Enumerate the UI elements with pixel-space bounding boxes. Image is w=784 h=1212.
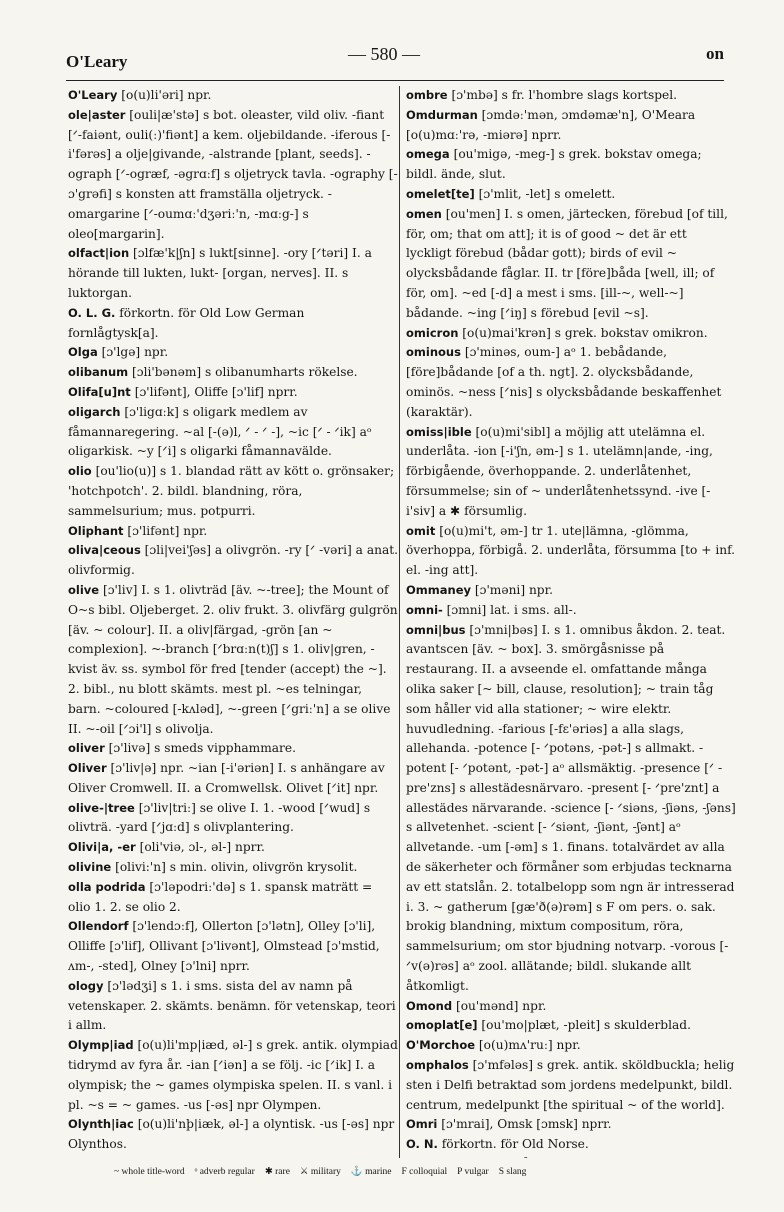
- entry-definition: [ɔli'bənəm] s olibanumharts rökelse.: [132, 365, 358, 380]
- dictionary-entry: [68, 304, 398, 344]
- headword: Olivi|a, -er: [68, 840, 136, 855]
- dictionary-entry: [406, 1056, 736, 1115]
- dictionary-entry: [406, 423, 736, 522]
- dictionary-entry: [406, 601, 736, 621]
- entry-definition: [ɔ'mrai], Omsk [ɔmsk] nprr.: [441, 1117, 612, 1132]
- dictionary-entry: [406, 324, 736, 344]
- headword: olive: [68, 582, 100, 597]
- legend-item: S slang: [498, 1167, 527, 1177]
- headword: olibanum: [68, 365, 129, 380]
- entry-definition: [ɔ'ligɑːk] s oligark medlem av fåmannaregering. ~al [-(ə)l, ᐟ - ᐟ -], ~ic [ᐟ - ᐟik] aᵒ oligarkisk. ~y [ᐟi] s oligarki fåmannavälde.: [68, 404, 372, 459]
- headword: Oliver: [68, 761, 107, 776]
- entry-definition: [ɔ'liv|ə] npr. ~ian [-i'əriən] I. s anhängare av Oliver Cromwell. II. a Cromwellsk. Olivet [ᐟit] npr.: [68, 761, 385, 795]
- entry-definition: [ɔ'liv|triː] se olive I. 1. -wood [ᐟwud] s olivträ. -yard [ᐟjɑːd] s olivplantering.: [68, 800, 371, 835]
- headword: O'Morchoe: [406, 1038, 476, 1053]
- headword: Ollendorf: [68, 919, 129, 934]
- entry-definition: [oli'viə, ɔl-, əl-] nprr.: [139, 840, 265, 855]
- dictionary-entry: [406, 86, 736, 106]
- headword: omni-: [406, 602, 443, 617]
- headword: Olga: [68, 345, 98, 360]
- entry-definition: [ɔ'minəs, oum-] aᵒ 1. bebådande, [före]bådande [of a th. ngt]. 2. olycksbådande, ominös. ~ness [ᐟnis] s olycksbådande beskaffenhet (karaktär).: [406, 345, 722, 419]
- headword: oliva|ceous: [68, 543, 141, 558]
- headword: Oliphant: [68, 523, 124, 538]
- headword: olfact|ion: [68, 246, 130, 261]
- entry-definition: [o(u)li'nþ|iæk, əl-] a olyntisk. -us [-əs] npr Olynthos.: [68, 1117, 395, 1152]
- entry-definition: [o(u)mʌ'ruː] npr.: [478, 1038, 581, 1053]
- dictionary-entry: [68, 403, 398, 462]
- right-column: [406, 86, 736, 1158]
- entry-definition: [106, 1157, 386, 1158]
- entry-definition: [ɔ'mlit, -let] s omelett.: [478, 186, 616, 201]
- dictionary-entry: [68, 1115, 398, 1155]
- dictionary-entry: [406, 185, 736, 205]
- headword: Olynth|iac: [68, 1117, 134, 1132]
- dictionary-entry: [406, 343, 736, 422]
- headword: olive-|tree: [68, 800, 135, 815]
- dictionary-entry: [68, 363, 398, 383]
- headword: omen: [406, 206, 442, 221]
- headword: oligarch: [68, 404, 121, 419]
- page-number: — 580 —: [348, 44, 420, 64]
- headword: [406, 1157, 422, 1158]
- entry-definition: [o(u)mai'krən] s grek. bokstav omikron.: [462, 325, 708, 340]
- dictionary-entry: [68, 462, 398, 521]
- entry-definition: [ouli|æ'stə] s bot. oleaster, vild oliv. -fiant [ᐟ-faiənt, ouli(ː)'fiənt] a kem. oljebildande. -iferous [-i'fərəs] a olje|givande, -alstrande [plant, seeds]. -ograph [ᐟ-ogræf, -əgrɑːf] s oljetryck tavla. -ography [-ɔ'grəfi] s konsten att framställa oljetryck. -omargarine [ᐟ-oumɑː'dʒəriː'n, -mɑːg-] s oleo[margarin].: [68, 107, 398, 241]
- entry-definition: [ɔmni] lat. i sms. all-.: [446, 602, 577, 617]
- dictionary-entry: [406, 581, 736, 601]
- dictionary-entry: [68, 838, 398, 858]
- dictionary-entry: [406, 621, 736, 997]
- headword: ole|aster: [68, 107, 126, 122]
- legend-item: ⚓ marine: [350, 1167, 392, 1177]
- dictionary-entry: [406, 1155, 736, 1158]
- headword: O'Leary: [68, 88, 118, 102]
- entry-definition: [o(u)mi'sibl] a möjlig att utelämna el. underlåta. -ion [-i'ʃn, əm-] s 1. utelämn|ande, -ing, förbigående, överhoppande. 2. underlåtenhet, försummelse; sin of ~ underlåtenhetssynd. -ive [-i'siv] a ✱ försumlig.: [406, 424, 713, 518]
- dictionary-entry: [68, 1036, 398, 1115]
- headword: ology: [68, 978, 104, 993]
- entry-definition: [o(u)li'əri] npr.: [121, 88, 212, 102]
- dictionary-entry: [68, 878, 398, 918]
- headword: omelet[te]: [406, 186, 475, 201]
- dictionary-entry: [68, 244, 398, 303]
- dictionary-entry: [406, 106, 736, 146]
- headword: omni|bus: [406, 622, 466, 637]
- entry-definition: [ɔ'lifənt], Oliffe [ɔ'lif] nprr.: [134, 384, 298, 399]
- entry-definition: [ɔ'lədʒi] s 1. i sms. sista del av namn på vetenskaper. 2. skämts. benämn. för vetenskap, teori i allm.: [68, 978, 396, 1033]
- headword: [68, 1157, 102, 1158]
- entry-definition: [ɔmdəː'mən, ɔmdəmæ'n], O'Meara [o(u)mɑː'rə, -miərə] nprr.: [406, 107, 696, 142]
- header-rule: [66, 80, 724, 81]
- dictionary-entry: [68, 383, 398, 403]
- entry-definition: [ɔ'mbə] s fr. l'hombre slags kortspel.: [451, 88, 678, 102]
- dictionary-entry: [68, 106, 398, 245]
- entry-definition: [ɔlfæ'k|ʃn] s lukt[sinne]. -ory [ᐟtəri] I. a hörande till lukten, lukt- [organ, nerves]. II. s luktorgan.: [68, 246, 372, 300]
- left-column: [68, 86, 398, 1158]
- dictionary-entry: [68, 581, 398, 739]
- dictionary-entry: [68, 977, 398, 1036]
- entry-definition: förkortn. för Old Norse.: [441, 1137, 589, 1152]
- headword: omega: [406, 147, 450, 162]
- entry-definition: [ɔ'lendɔːf], Ollerton [ɔ'lətn], Olley [ɔ'li], Olliffe [ɔ'lif], Ollivant [ɔ'livənt], Olmstead [ɔ'mstid, ʌm-, -sted], Olney [ɔ'lni] nprr.: [68, 919, 380, 974]
- column-divider: [399, 86, 400, 1158]
- headword: Omdurman: [406, 107, 478, 122]
- entry-definition: [406, 1157, 730, 1158]
- dictionary-entry: [406, 1016, 736, 1036]
- entry-definition: [ou'men] I. s omen, järtecken, förebud [of till, för, om; that om att]; it is of good ~ det är ett lyckligt förebud (bådar gott); birds of evil ~ olycksbådande fåglar. II. tr [före]båda [well, ill; of för, om]. ~ed [-d] a mest i sms. [ill-~, well-~] bådande. ~ing [ᐟiŋ] s förebud [evil ~s].: [406, 206, 728, 320]
- entry-definition: [ɔ'liv] I. s 1. olivträd [äv. ~-tree]; the Mount of O~s bibl. Oljeberget. 2. oliv frukt. 3. olivfärg gulgrön [äv. ~ colour]. II. a oliv|färgad, -grön [an ~ complexion]. ~-branch [ᐟbrɑːn(t)ʃ] s 1. oliv|gren, -kvist äv. ss. symbol för fred [tender (accept) the ~]. 2. bibl., nu blott skämts. mest pl. ~es telningar, barn. ~coloured [-kʌləd], ~-green [ᐟgriː'n] a se olive II. ~-oil [ᐟɔi'l] s olivolja.: [68, 582, 398, 736]
- dictionary-entry: [406, 205, 736, 324]
- dictionary-entry: [68, 541, 398, 581]
- legend-item: ~ whole title-word: [114, 1167, 185, 1177]
- legend-item: ᵒ adverb regular: [194, 1167, 255, 1177]
- headword: ominous: [406, 345, 461, 360]
- headword: O. N.: [406, 1137, 438, 1152]
- dictionary-entry: [406, 1135, 736, 1155]
- dictionary-entry: [68, 1155, 398, 1158]
- headword: Olymp|iad: [68, 1038, 134, 1053]
- legend-item: F colloquial: [401, 1167, 448, 1177]
- entry-definition: [ɔ'livə] s smeds vipphammare.: [108, 741, 296, 756]
- headword: omphalos: [406, 1058, 469, 1073]
- page-header: [66, 44, 724, 74]
- headword: omit: [406, 523, 436, 538]
- entry-definition: [ou'lio(u)] s 1. blandad rätt av kött o. grönsaker; 'hotchpotch'. 2. bildl. blandning, röra, sammelsurium; mus. potpurri.: [68, 464, 395, 518]
- dictionary-entry: [68, 343, 398, 363]
- headword: Omri: [406, 1117, 438, 1132]
- dictionary-entry: [68, 858, 398, 878]
- header-right-guideword: on: [706, 44, 724, 63]
- headword: Olifa[u]nt: [68, 384, 131, 399]
- dictionary-entry: [68, 917, 398, 976]
- abbreviation-legend: [114, 1166, 714, 1177]
- entry-definition: [ɔ'mfələs] s grek. antik. sköldbuckla; helig sten i Delfi betraktad som jordens medelpunkt, bildl. centrum, medelpunkt [the spiritual ~ of the world].: [406, 1058, 735, 1112]
- entry-definition: [ɔli|vei'ʃəs] a olivgrön. -ry [ᐟ -vəri] a anat. olivformig.: [68, 543, 398, 578]
- dictionary-entry: [68, 739, 398, 759]
- headword: O. L. G.: [68, 305, 116, 320]
- entry-definition: [ou'migə, -meg-] s grek. bokstav omega; bildl. ände, slut.: [406, 147, 702, 182]
- headword: Omond: [406, 998, 453, 1013]
- entry-definition: [ɔ'ləpodriː'də] s 1. spansk maträtt = olio 1. 2. se olio 2.: [68, 879, 373, 914]
- headword: olio: [68, 464, 92, 479]
- dictionary-entry: [406, 145, 736, 185]
- headword: omicron: [406, 325, 459, 340]
- dictionary-entry: [406, 997, 736, 1017]
- entry-definition: [ou'mo|plæt, -pleit] s skulderblad.: [481, 1018, 691, 1033]
- headword: olivine: [68, 860, 112, 875]
- entry-definition: [ou'mənd] npr.: [455, 998, 547, 1013]
- entry-definition: [olivi:'n] s min. olivin, olivgrön krysolit.: [115, 860, 358, 875]
- dictionary-entry: [68, 759, 398, 799]
- dictionary-entry: [406, 1115, 736, 1135]
- legend-item: ⚔ military: [299, 1167, 341, 1177]
- entry-definition: [ɔ'məni] npr.: [474, 582, 553, 597]
- legend-item: ✱ rare: [264, 1167, 290, 1177]
- entry-definition: [ɔ'lgə] npr.: [101, 345, 169, 360]
- headword: omoplat[e]: [406, 1018, 478, 1033]
- entry-definition: [o(u)li'mp|iæd, əl-] s grek. antik. olympiad tidrymd av fyra år. -ian [ᐟiən] a se följ. -ic [ᐟik] I. a olympisk; the ~ games olympiska spelen. II. s vanl. i pl. ~s = ~ games. -us [-əs] npr Olympen.: [68, 1038, 398, 1112]
- entry-definition: [o(u)mi't, əm-] tr 1. ute|lämna, -glömma, överhoppa, förbigå. 2. underlåta, försumma [to + inf. el. -ing att].: [406, 523, 736, 578]
- dictionary-entry: [68, 799, 398, 839]
- dictionary-entry: [68, 86, 398, 106]
- entry-definition: [ɔ'mni|bəs] I. s 1. omnibus åkdon. 2. teat. avantscen [äv. ~ box]. 3. smörgåsnisse på restaurang. II. a avseende el. omfattande många olika saker [~ bill, clause, resolution]; ~ train tåg som håller vid alla stationer; ~ wire elektr. huvudledning. -farious [-fɛ'əriəs] a alla slags, allehanda. -potence [- ᐟpotəns, -pət-] s allmakt. -potent [- ᐟpotənt, -pət-] aᵒ allsmäktig. -presence [ᐟ -pre'zns] s allestädesnärvaro. -present [- ᐟpre'znt] a allestädes närvarande. -science [- ᐟsiəns, -ʃiəns, -ʃəns] s allvetenhet. -scient [- ᐟsiənt, -ʃiənt, -ʃənt] aᵒ allvetande. -um [-əm] s 1. finans. totalvärdet av alla de säkerheter och förmåner som erbjudas tecknarna av ett statslån. 2. totalbelopp som ngn är intresserad i. 3. ~ gatherum [gæ'ð(ə)rəm] s F om pers. o. sak. brokig blandning, mixtum compositum, röra, sammelsurium; om stor bjudning notvarp. -vorous [- ᐟv(ə)rəs] aᵒ zool. allätande; bildl. slukande allt åtkomligt.: [406, 622, 736, 993]
- headword: omiss|ible: [406, 424, 472, 439]
- entry-definition: [ɔ'lifənt] npr.: [127, 523, 208, 538]
- headword: oliver: [68, 741, 105, 756]
- legend-item: P vulgar: [457, 1167, 489, 1177]
- headword: Ommaney: [406, 582, 471, 597]
- headword: ombre: [406, 88, 448, 102]
- entry-definition: förkortn. för Old Low German fornlågtysk[a].: [68, 305, 305, 340]
- headword: olla podrida: [68, 879, 146, 894]
- dictionary-entry: [68, 522, 398, 542]
- dictionary-entry: [406, 522, 736, 581]
- header-left-guideword: O'Leary: [66, 52, 128, 71]
- dictionary-entry: [406, 1036, 736, 1056]
